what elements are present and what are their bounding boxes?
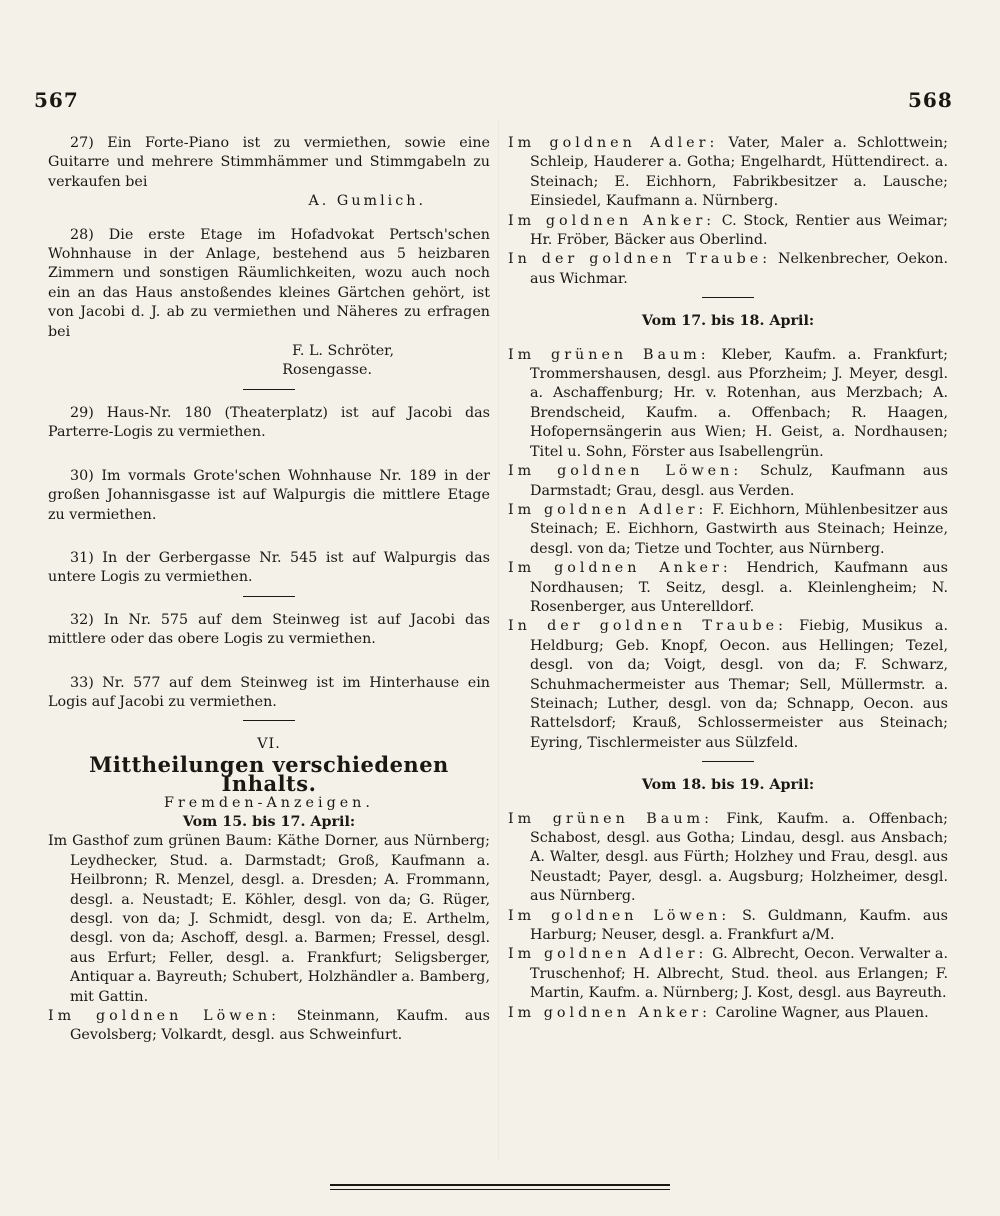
spacer xyxy=(48,390,490,404)
inn-label: Im grünen Baum: xyxy=(508,346,710,363)
guest-list: Nelkenbrecher, Oekon. aus Wichmar. xyxy=(530,251,949,287)
guest-list: Caroline Wagner, aus Plauen. xyxy=(710,1004,929,1021)
guest-list: Hendrich, Kaufmann aus Nordhausen; T. Seitz, desgl. a. Kleinlengheim; N. Rosenberger, aus Unterelldorf. xyxy=(530,560,949,615)
spacer xyxy=(48,525,490,549)
guest-entry-gruener-baum-1: Im Gasthof zum grünen Baum: Käthe Dorner, aus Nürnberg; Leydhecker, Stud. a. Darmstadt; Groß, Kaufmann a. Heilbronn; R. Menzel, desgl. a. Dresden; A. Frommann, desgl. a. Neustadt; E. Köhler, desgl. von da; G. Rüger, desgl. von da; J. Schmidt, desgl. von da; E. Arthelm, desgl. von da; Aschoff, desgl. a. Barmen; Fressel, desgl. aus Erfurt; Feller, desgl. a. Frankfurt; Seligsberger, Antiquar a. Bayreuth; Schubert, Holzhändler a. Bamberg, mit Gattin. xyxy=(48,833,490,1005)
guest-entry-goldner-anker-3 xyxy=(508,1004,948,1023)
guest-list: G. Albrecht, Oecon. Verwalter a. Truschenhof; H. Albrecht, Stud. theol. aus Erlangen; F. Martin, Kaufm. a. Nürnberg; J. Kost, desgl. aus Bayreuth. xyxy=(530,946,948,1002)
notice-29: 29) Haus-Nr. 180 (Theaterplatz) ist auf Jacobi das Parterre-Logis zu vermiethen. xyxy=(48,404,490,441)
date-heading-1: Vom 15. bis 17. April: xyxy=(182,813,356,830)
left-column xyxy=(48,134,490,1046)
guest-list: F. Eichhorn, Mühlenbesitzer aus Steinach; E. Eichhorn, Gastwirth aus Steinach; Heinze, desgl. von da; Tietze und Tochter, aus Nürnberg. xyxy=(530,501,948,557)
notice-31: 31) In der Gerbergasse Nr. 545 ist auf Walpurgis das untere Logis zu vermiethen. xyxy=(48,549,490,586)
subsection-title: Fremden-Anzeigen. xyxy=(164,794,374,811)
spacer xyxy=(48,597,490,611)
notice-32: 32) In Nr. 575 auf dem Steinweg ist auf Jacobi das mittlere oder das obere Logis zu vermiethen. xyxy=(48,611,490,648)
guest-list: C. Stock, Rentier aus Weimar; Hr. Fröber, Bäcker aus Oberlind. xyxy=(530,212,948,249)
notice-28: 28) Die erste Etage im Hofadvokat Pertsch'schen Wohnhause in der Anlage, bestehend aus 5 heizbaren Zimmern und sonstigen Räumlichkeiten, wozu auch noch ein an das Haus anstoßendes kleines Gärtchen gehört, ist von Jacobi d. J. ab zu vermiethen und Näheres zu erfragen bei xyxy=(48,226,490,340)
guest-list: Fiebig, Musikus a. Heldburg; Geb. Knopf, Oecon. aus Hellingen; Tezel, desgl. von da; Voigt, desgl. von da; F. Schwarz, Schuhmachermeister aus Themar; Sell, Müllermstr. a. Steinach; Luther, desgl. von da; Schnapp, Oecon. aus Rattelsdorf; Krauß, Schlossermeister aus Steinach; Eyring, Tischlermeister aus Sülzfeld. xyxy=(530,618,948,751)
date-heading-2: Vom 17. bis 18. April: xyxy=(641,313,815,330)
inn-label: In der goldnen Traube: xyxy=(508,618,787,635)
page-number-left: 567 xyxy=(34,88,79,112)
inn-label: Im goldnen Anker: xyxy=(508,212,716,229)
guest-entry-gruener-baum-3 xyxy=(508,810,948,907)
end-rule-thin xyxy=(330,1189,670,1190)
guest-entry-goldner-adler-1 xyxy=(508,134,948,212)
guest-list: Vater, Maler a. Schlottwein; Schleip, Hauderer a. Gotha; Engelhardt, Hüttendirect. a. Steinach; E. Eichhorn, Fabrikbesitzer a. Lausche; Einsiedel, Kaufmann a. Nürnberg. xyxy=(530,135,948,210)
notice-28-address: Rosengasse. xyxy=(282,362,372,379)
guest-entry-goldner-anker-1 xyxy=(508,212,948,251)
spacer xyxy=(48,443,490,467)
guest-list: Schulz, Kaufmann aus Darmstadt; Grau, desgl. aus Verden. xyxy=(530,463,948,499)
right-column xyxy=(508,134,948,1023)
guest-entry-goldner-adler-3 xyxy=(508,945,948,1003)
spacer xyxy=(508,796,948,810)
notice-33: 33) Nr. 577 auf dem Steinweg ist im Hinterhause ein Logis auf Jacobi zu vermiethen. xyxy=(48,674,490,710)
inn-label: Im goldnen Anker: xyxy=(508,560,732,577)
guest-entry-goldner-loewe-3 xyxy=(508,907,948,946)
inn-label: Im goldnen Adler: xyxy=(508,501,708,518)
section-number: VI. xyxy=(257,736,281,753)
inn-label: Im grünen Baum: xyxy=(508,810,713,827)
guest-entry-goldne-traube-2 xyxy=(508,617,948,753)
guest-list: Fink, Kaufm. a. Offenbach; Schabost, desgl. aus Gotha; Lindau, desgl. aus Ansbach; A. Walter, desgl. aus Fürth; Holzhey und Frau, desgl. aus Neustadt; Payer, desgl. a. Augsburg; Holzheimer, desgl. aus Nürnberg. xyxy=(530,810,949,905)
end-rule-thick xyxy=(330,1184,670,1186)
inn-label: Im goldnen Adler: xyxy=(508,946,708,963)
inn-label: In der goldnen Traube: xyxy=(508,251,772,268)
date-heading-3: Vom 18. bis 19. April: xyxy=(641,777,815,794)
inn-label: Im goldnen Adler: xyxy=(508,135,719,151)
spacer xyxy=(508,332,948,346)
guest-entry-goldner-loewe-1 xyxy=(48,1007,490,1046)
spacer xyxy=(508,298,948,312)
notice-30: 30) Im vormals Grote'schen Wohnhause Nr. 189 in der großen Johannisgasse ist auf Walpurgis die mittlere Etage zu vermiethen. xyxy=(48,467,490,523)
guest-entry-goldner-anker-2 xyxy=(508,559,948,617)
section-title: Mittheilungen verschiedenen Inhalts. xyxy=(89,751,449,797)
page-gutter xyxy=(498,120,499,1160)
inn-label: Im goldnen Löwen: xyxy=(48,1008,280,1025)
guest-list: Steinmann, Kaufm. aus Gevolsberg; Volkardt, desgl. aus Schweinfurt. xyxy=(70,1008,490,1044)
guest-entry-goldner-adler-2 xyxy=(508,501,948,559)
end-double-rule xyxy=(330,1184,670,1190)
notice-28-signature: F. L. Schröter, xyxy=(292,343,394,360)
spacer xyxy=(48,212,490,226)
page-number-right: 568 xyxy=(908,88,953,112)
notice-27-signature: A. Gumlich. xyxy=(308,193,426,210)
guest-list: S. Guldmann, Kaufm. aus Harburg; Neuser, desgl. a. Frankfurt a/M. xyxy=(530,907,948,944)
spacer xyxy=(48,721,490,735)
guest-entry-goldne-traube-1 xyxy=(508,250,948,289)
inn-label: Im goldnen Löwen: xyxy=(508,907,731,924)
spacer xyxy=(508,762,948,776)
notice-27: 27) Ein Forte-Piano ist zu vermiethen, sowie eine Guitarre und mehrere Stimmhämmer und Stimmgabeln zu verkaufen bei xyxy=(48,135,490,190)
guest-entry-gruener-baum-2 xyxy=(508,346,948,462)
inn-label: Im goldnen Anker: xyxy=(508,1004,711,1021)
inn-label: Im goldnen Löwen: xyxy=(508,463,743,480)
guest-entry-goldner-loewe-2 xyxy=(508,462,948,501)
guest-list: Kleber, Kaufm. a. Frankfurt; Trommershausen, desgl. aus Pforzheim; J. Meyer, desgl. a. Aschaffenburg; Hr. v. Rotenhan, aus Merzbach; A. Brendscheid, Kaufm. a. Offenbach; R. Haagen, Hofopernsängerin aus Wien; H. Geist, a. Nordhausen; Titel u. Sohn, Förster aus Isabellengrün. xyxy=(530,346,948,460)
spacer xyxy=(48,650,490,674)
